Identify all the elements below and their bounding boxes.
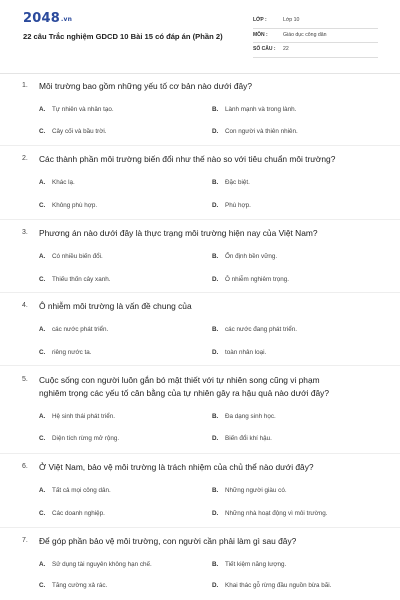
question-text: Môi trường bao gồm những yếu tố cơ bản nào dưới đây? [39, 81, 253, 91]
option-letter: B. [212, 179, 219, 186]
question-6 [0, 462, 400, 517]
question-2 [0, 154, 400, 209]
question-separator [0, 527, 400, 528]
question-separator [0, 292, 400, 293]
option-letter: A. [39, 487, 46, 494]
option-text: Con người và thiên nhiên. [225, 128, 298, 135]
option-d[interactable] [212, 510, 328, 517]
question-text: Ô nhiễm môi trường là vấn đề chung của [39, 301, 192, 311]
info-row-class [253, 14, 378, 29]
option-letter: C. [39, 435, 46, 442]
question-line [0, 462, 400, 475]
option-text: Ổn định bền vững. [225, 253, 278, 260]
question-3 [0, 228, 400, 283]
option-text: Sử dụng tài nguyên không hạn chế. [52, 561, 152, 568]
question-line [0, 154, 400, 167]
option-a[interactable] [39, 179, 75, 186]
info-label: MÔN : [253, 31, 268, 38]
option-text: các nước phát triển. [52, 326, 109, 333]
question-line [0, 228, 400, 241]
option-text: Tăng cường xả rác. [52, 582, 108, 589]
info-row-subject [253, 29, 378, 44]
option-letter: A. [39, 413, 46, 420]
info-value: 22 [283, 46, 289, 52]
option-text: Không phù hợp. [52, 202, 98, 209]
option-b[interactable] [212, 561, 286, 568]
option-letter: C. [39, 510, 46, 517]
option-text: Hệ sinh thái phát triển. [52, 413, 116, 420]
option-letter: D. [212, 435, 219, 442]
page-header [0, 0, 400, 70]
option-letter: C. [39, 128, 46, 135]
info-row-count [253, 43, 378, 58]
question-text: nghiêm trọng các yếu tố cân bằng của tự nhiên gây ra hậu quả nào dưới đây? [39, 388, 330, 398]
option-b[interactable] [212, 106, 296, 113]
question-separator [0, 145, 400, 146]
option-letter: A. [39, 106, 46, 113]
option-c[interactable] [39, 202, 97, 209]
question-number: 2. [22, 155, 28, 162]
option-letter: A. [39, 326, 46, 333]
option-c[interactable] [39, 276, 110, 283]
option-a[interactable] [39, 413, 115, 420]
logo-suffix: .vn [60, 16, 73, 23]
option-text: Đặc biệt. [225, 179, 250, 186]
option-text: Lành mạnh và trong lành. [225, 106, 297, 113]
info-value: Lớp 10 [283, 17, 300, 23]
option-c[interactable] [39, 435, 119, 442]
question-text: Cuộc sống con người luôn gắn bó mật thiết với tự nhiên song cũng vi phạm [39, 375, 320, 385]
option-c[interactable] [39, 510, 105, 517]
option-text: Tất cả mọi công dân. [52, 487, 111, 494]
info-label: SỐ CÂU : [253, 46, 276, 52]
info-label: LỚP : [253, 17, 267, 23]
option-text: Tự nhiên và nhân tạo. [52, 106, 114, 113]
option-letter: C. [39, 276, 46, 283]
question-line [0, 301, 400, 314]
option-d[interactable] [212, 128, 298, 135]
option-letter: C. [39, 202, 46, 209]
option-c[interactable] [39, 128, 107, 135]
question-number: 6. [22, 463, 28, 470]
option-b[interactable] [212, 413, 276, 420]
option-letter: D. [212, 276, 219, 283]
option-text: Các doanh nghiệp. [52, 510, 105, 517]
option-text: Khác lạ. [52, 179, 75, 186]
option-letter: D. [212, 128, 219, 135]
option-a[interactable] [39, 326, 108, 333]
option-text: Cây cối và bầu trời. [52, 128, 107, 135]
option-letter: D. [212, 202, 219, 209]
option-text: Tiết kiệm năng lượng. [225, 561, 287, 568]
option-b[interactable] [212, 179, 250, 186]
option-c[interactable] [39, 349, 92, 356]
option-d[interactable] [212, 435, 272, 442]
option-a[interactable] [39, 253, 103, 260]
info-value: Giáo dục công dân [283, 31, 327, 38]
question-separator [0, 365, 400, 366]
option-letter: B. [212, 413, 219, 420]
question-line [0, 388, 400, 401]
option-a[interactable] [39, 561, 152, 568]
option-letter: B. [212, 487, 219, 494]
question-text: Các thành phần môi trường biến đổi như thế nào so với tiêu chuẩn môi trường? [39, 154, 336, 164]
option-c[interactable] [39, 582, 107, 589]
option-letter: D. [212, 510, 219, 517]
option-text: Phù hợp. [225, 202, 251, 209]
option-text: Đa dạng sinh học. [225, 413, 276, 420]
site-logo[interactable] [23, 11, 72, 26]
option-text: các nước đang phát triển. [225, 326, 298, 333]
option-text: Những nhà hoạt động vì môi trường. [225, 510, 328, 517]
option-text: toàn nhân loại. [225, 349, 267, 356]
question-4 [0, 301, 400, 356]
option-text: Khai thác gỗ rừng đầu nguồn bừa bãi. [225, 582, 332, 589]
option-letter: A. [39, 179, 46, 186]
option-letter: D. [212, 349, 219, 356]
option-text: riêng nước ta. [52, 349, 92, 356]
header-divider [0, 73, 400, 74]
question-text: Phương án nào dưới đây là thực trạng môi trường hiện nay của Việt Nam? [39, 228, 318, 238]
question-number: 3. [22, 229, 28, 236]
option-text: Thiếu thốn cây xanh. [52, 276, 111, 283]
question-text: Ở Việt Nam, bảo vệ môi trường là trách nhiệm của chủ thể nào dưới đây? [39, 462, 314, 472]
option-letter: B. [212, 561, 219, 568]
option-letter: B. [212, 106, 219, 113]
option-letter: C. [39, 582, 46, 589]
info-box [253, 14, 378, 58]
option-text: Có nhiều biến đổi. [52, 253, 103, 260]
option-d[interactable] [212, 582, 331, 589]
question-5 [0, 375, 400, 442]
option-text: Những người giàu có. [225, 487, 287, 494]
option-a[interactable] [39, 106, 114, 113]
question-separator [0, 219, 400, 220]
question-separator [0, 453, 400, 454]
question-1 [0, 81, 400, 135]
question-number: 4. [22, 302, 28, 309]
question-7 [0, 536, 400, 589]
option-letter: B. [212, 326, 219, 333]
option-b[interactable] [212, 326, 297, 333]
question-line [0, 375, 400, 388]
option-letter: D. [212, 582, 219, 589]
question-line [0, 536, 400, 549]
option-text: Biến đổi khí hậu. [225, 435, 272, 442]
option-b[interactable] [212, 253, 277, 260]
question-text: Để góp phần bảo vệ môi trường, con người cần phải làm gì sau đây? [39, 536, 297, 546]
option-letter: C. [39, 349, 46, 356]
option-b[interactable] [212, 487, 287, 494]
logo-text: 2048 [23, 11, 60, 26]
question-number: 7. [22, 537, 28, 544]
question-number: 1. [22, 82, 28, 89]
document-title: 22 câu Trắc nghiệm GDCD 10 Bài 15 có đáp án (Phần 2) [23, 32, 223, 41]
option-d[interactable] [212, 349, 266, 356]
option-letter: B. [212, 253, 219, 260]
option-text: Ô nhiễm nghiêm trọng. [225, 276, 290, 283]
option-d[interactable] [212, 202, 251, 209]
option-d[interactable] [212, 276, 289, 283]
option-a[interactable] [39, 487, 111, 494]
option-text: Diện tích rừng mở rộng. [52, 435, 120, 442]
question-line [0, 81, 400, 94]
option-letter: A. [39, 561, 46, 568]
option-letter: A. [39, 253, 46, 260]
question-number: 5. [22, 376, 28, 383]
